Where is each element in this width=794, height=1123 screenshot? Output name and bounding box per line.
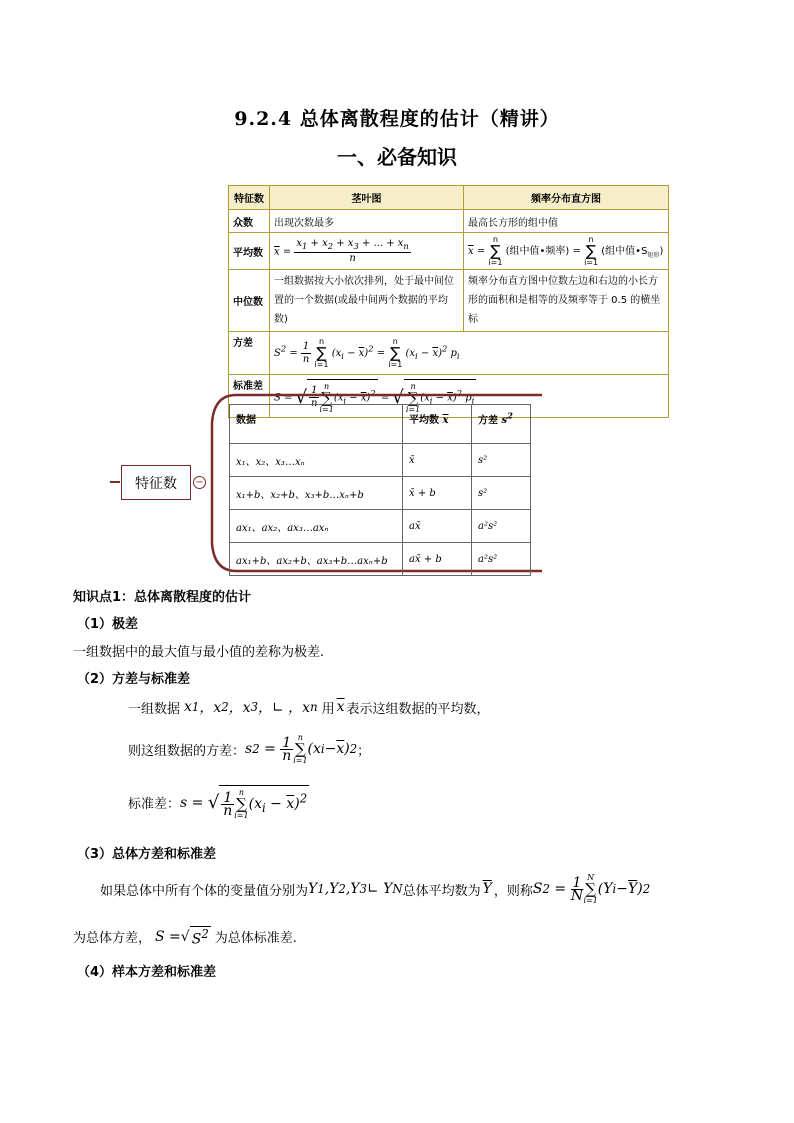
section-title-population: （3）总体方差和标准差 — [77, 847, 217, 862]
table-row — [229, 210, 669, 233]
page-title: 9.2.4 总体离散程度的估计（精讲） — [234, 108, 560, 130]
range-definition: 一组数据中的最大值与最小值的差称为极差. — [73, 645, 325, 660]
table-header: 方差 $s^2$ — [472, 405, 531, 444]
population-variance-line: 如果总体中所有个体的变量值分别为 Y 1 ,Y 2 ,Y 3 ∟ Y N 总体平均数为 $\overline{Y}$ ，则称 S 2 = $\frac{1}{N}$ N ∑ i=1 (Y i − $\overline{Y}$ ) 2 — [100, 873, 651, 905]
table-cell: s² — [472, 444, 531, 477]
row-label: 标准差 — [229, 375, 270, 418]
table-header: 频率分布直方图 — [464, 186, 669, 210]
table-header: 平均数 $\overline{x}$ — [403, 405, 472, 444]
table-row — [230, 444, 531, 477]
variance-line: 则这组数据的方差： s 2 = $\frac{1}{n}$ n ∑ i=1 (x i − $\overline{x}$ ) 2 ； — [128, 733, 371, 765]
row-label: 平均数 — [229, 233, 270, 270]
table-header: 特征数 — [229, 186, 270, 210]
table-cell: x₁+b、x₂+b、x₃+b…xₙ+b — [230, 477, 403, 510]
table-cell: x̄ + b — [403, 477, 472, 510]
mean-hist-formula: $\overline{x}$ = n ∑ i=1 (组中值•频率) = n ∑ i=1 (组中值$•S_{矩形}$) — [464, 233, 669, 270]
table-cell: x̄ — [403, 444, 472, 477]
table-cell: x₁、x₂、x₃…xₙ — [230, 444, 403, 477]
table-cell: ax₁+b、ax₂+b、ax₃+b…axₙ+b — [230, 543, 403, 576]
table-cell: ax̄ + b — [403, 543, 472, 576]
variance-formula: $S^2$ = $\frac{1}{n}$ n ∑ i=1 $(x_i - \overline{x})^2$ = n ∑ i=1 $(x_i - \overline{x})^2$ $p_i$ — [270, 332, 669, 375]
section-title-variance: （2）方差与标准差 — [77, 672, 191, 687]
table-cell: ax̄ — [403, 510, 472, 543]
table-header: 数据 — [230, 405, 403, 444]
table-cell: a²s² — [472, 543, 531, 576]
mindmap-node[interactable]: 特征数 — [121, 465, 191, 500]
row-label: 众数 — [229, 210, 270, 233]
table-row — [230, 477, 531, 510]
section-title-sample: （4）样本方差和标准差 — [77, 965, 217, 980]
table-cell: 一组数据按大小依次排列，处于最中间位置的一个数据(或最中间两个数据的平均数) — [270, 270, 464, 332]
table-row — [229, 270, 669, 332]
table-cell: s² — [472, 477, 531, 510]
table-row — [229, 233, 669, 270]
section-title-range: （1）极差 — [77, 617, 139, 632]
mean-formula: $\overline{x}$ = $\frac{x_1 + x_2 + x_3 + ... + x_n}{n}$ — [270, 233, 464, 270]
table-cell: 最高长方形的组中值 — [464, 210, 669, 233]
transform-table — [229, 404, 531, 576]
table-cell: 频率分布直方图中位数左边和右边的小长方形的面积和是相等的及频率等于 0.5 的横坐标 — [464, 270, 669, 332]
knowledge-point-heading: 知识点1：总体离散程度的估计 — [73, 590, 252, 605]
connector-line — [110, 481, 120, 483]
table-header-row — [230, 405, 531, 444]
table-cell: ax₁、ax₂、ax₃…axₙ — [230, 510, 403, 543]
table-row — [230, 543, 531, 576]
data-description: 一组数据 x 1 ，x 2 ，x 3 ，∟ ，x n 用 $\overline{x}$ 表示这组数据的平均数， — [128, 699, 490, 717]
table-header-row — [229, 186, 669, 210]
population-std-line: 为总体方差， S = √ $S^2$ 为总体标准差. — [73, 927, 297, 948]
table-cell: a²s² — [472, 510, 531, 543]
collapse-icon[interactable]: − — [193, 476, 206, 489]
feature-number-table — [228, 185, 669, 418]
std-formula: S = √ $\frac{1}{n}$ n ∑ i=1 $(x_i - \overline{x})^2$ = √ n ∑ i=1 $(x_i - \overline{x})^2$ $p_i$ — [270, 375, 669, 418]
table-cell: 出现次数最多 — [270, 210, 464, 233]
section-heading: 一、必备知识 — [337, 145, 457, 169]
row-label: 方差 — [229, 332, 270, 375]
row-label: 中位数 — [229, 270, 270, 332]
table-header: 茎叶图 — [270, 186, 464, 210]
table-row — [230, 510, 531, 543]
std-line: 标准差： s = √ $\frac{1}{n}$ n ∑ i=1 $(x_i - \overline{x})^2$ — [128, 785, 309, 820]
table-row — [229, 332, 669, 375]
